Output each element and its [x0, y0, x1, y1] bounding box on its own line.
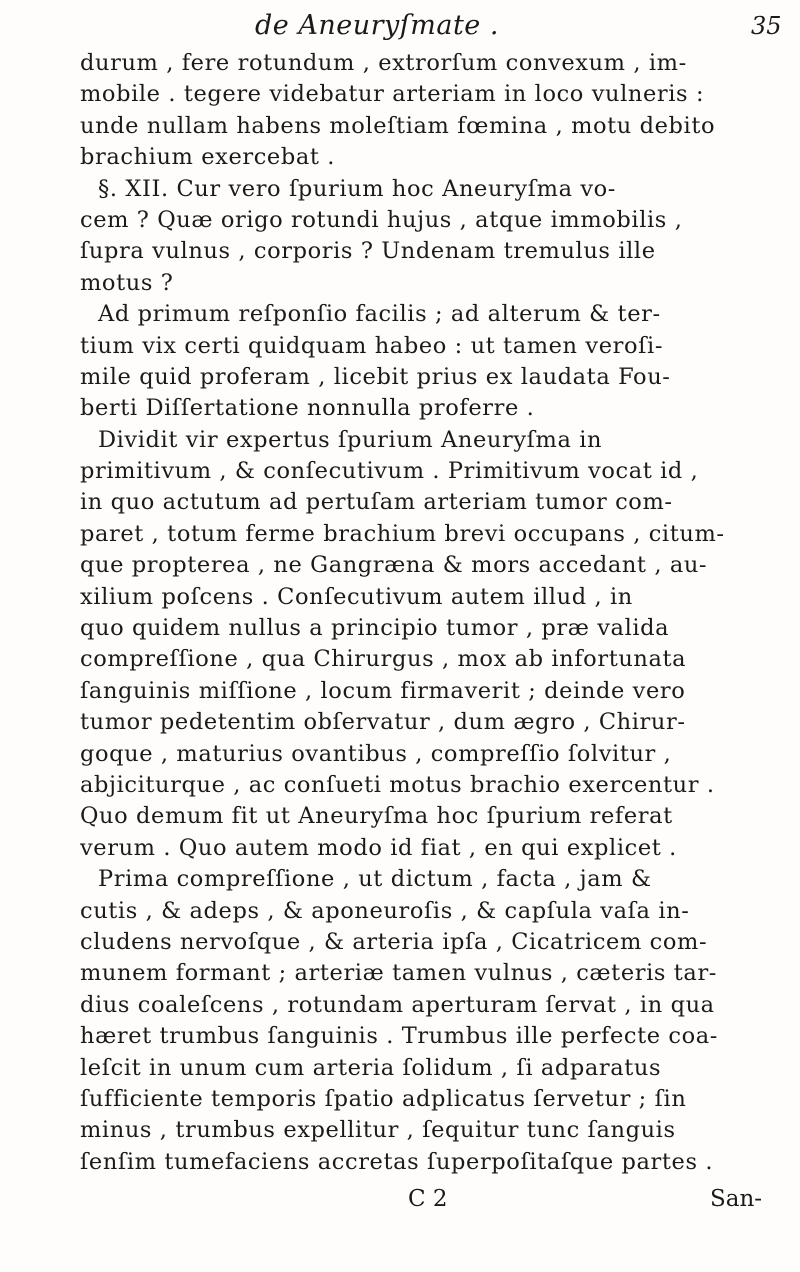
running-title: de Aneuryſmate .: [255, 10, 499, 41]
text-line: paret , totum ferme brachium brevi occupans , citum-: [80, 520, 725, 547]
text-line: cludens nervoſque , & arteria ipſa , Cicatricem com-: [80, 928, 708, 955]
text-line: minus , trumbus expellitur , ſequitur tunc ſanguis: [80, 1117, 676, 1144]
text-line: brachium exercebat .: [80, 144, 335, 171]
text-line: hæret trumbus ſanguinis . Trumbus ille perfecte coa-: [80, 1023, 718, 1050]
text-line: quo quidem nullus a principio tumor , præ valida: [80, 615, 670, 642]
text-line: Prima compreſſione , ut dictum , facta , jam &: [98, 866, 652, 893]
text-line: tium vix certi quidquam habeo : ut tamen veroſi-: [80, 332, 664, 359]
text-line: munem formant ; arteriæ tamen vulnus , cæteris tar-: [80, 960, 718, 987]
text-line: in quo actutum ad pertuſam arteriam tumor com-: [80, 489, 673, 516]
text-line: tumor pedetentim obſervatur , dum ægro , Chirur-: [80, 709, 686, 736]
text-line: abjiciturque , ac conſueti motus brachio exercentur .: [80, 771, 715, 798]
text-line: ſufficiente temporis ſpatio adplicatus ſervetur ; ſin: [80, 1085, 687, 1112]
text-line: cem ? Quæ origo rotundi hujus , atque immobilis ,: [80, 206, 683, 233]
text-line: ſenſim tumefaciens accretas ſuperpoſitaſque partes .: [80, 1148, 714, 1175]
text-line: goque , maturius ovantibus , compreſſio ſolvitur ,: [80, 740, 672, 767]
text-line: Ad primum reſponſio facilis ; ad alterum & ter-: [98, 301, 661, 328]
text-line: que propterea , ne Gangræna & mors accedant , au-: [80, 552, 708, 579]
text-line: leſcit in unum cum arteria ſolidum , ſi adparatus: [80, 1054, 662, 1081]
body-text: [80, 48, 780, 1178]
text-line: mile quid proferam , licebit prius ex laudata Fou-: [80, 363, 671, 390]
text-line: durum , fere rotundum , extrorſum convexum , im-: [80, 50, 687, 76]
text-line: Dividit vir expertus ſpurium Aneuryſma in: [98, 426, 603, 453]
text-line: Quo demum fit ut Aneuryſma hoc ſpurium referat: [80, 803, 673, 830]
text-line: §. XII. Cur vero ſpurium hoc Aneuryſma vo-: [98, 175, 616, 202]
signature-mark: C 2: [408, 1186, 448, 1212]
text-line: berti Diſſertatione nonnulla proferre .: [80, 395, 535, 422]
text-line: ſupra vulnus , corporis ? Undenam tremulus ille: [80, 238, 656, 265]
text-line: unde nullam habens moleſtiam fœmina , motu debito: [80, 112, 716, 139]
text-line: cutis , & adeps , & aponeuroſis , & capſula vaſa in-: [80, 897, 690, 924]
text-line: compreſſione , qua Chirurgus , mox ab infortunata: [80, 646, 687, 673]
text-line: mobile . tegere videbatur arteriam in loco vulneris :: [80, 81, 705, 108]
page-number: 35: [751, 12, 782, 40]
page-footer: [80, 1186, 780, 1218]
text-line: dius coaleſcens , rotundam aperturam ſervat , in qua: [80, 991, 715, 1018]
text-line: ſanguinis miſſione , locum firmaverit ; deinde vero: [80, 677, 686, 704]
text-line: verum . Quo autem modo id fiat , en qui explicet .: [80, 834, 677, 861]
text-line: motus ?: [80, 269, 174, 296]
text-line: primitivum , & conſecutivum . Primitivum vocat id ,: [80, 458, 699, 485]
catchword: San-: [710, 1186, 763, 1212]
text-line: xilium poſcens . Conſecutivum autem illud , in: [80, 583, 633, 610]
